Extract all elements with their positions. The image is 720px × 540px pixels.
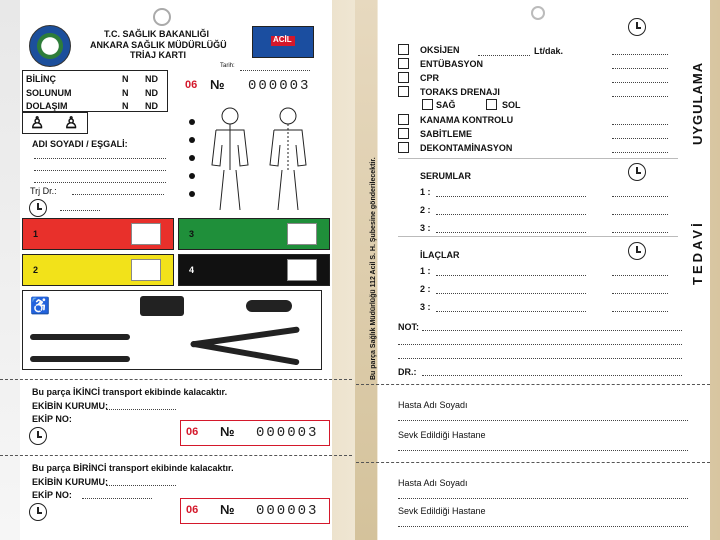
dr-label: DR.: [398, 367, 417, 377]
list-number: 3 : [420, 302, 431, 312]
intervention-label: ENTÜBASYON [420, 59, 484, 69]
solunum-n: N [122, 88, 129, 98]
hole-punch [153, 8, 171, 26]
vital-bilinc: BİLİNÇ [26, 74, 56, 84]
sol-label: SOL [502, 100, 521, 110]
ministry-title: T.C. SAĞLIK BAKANLIĞI [104, 29, 209, 39]
intervention-label: KANAMA KONTROLU [420, 115, 514, 125]
list-number: 2 : [420, 284, 431, 294]
ikinci-note: Bu parça İKİNCİ transport ekibinde kalacaktır. [32, 387, 228, 397]
serumlar-title: SERUMLAR [420, 171, 471, 181]
birinci-ekip-label: EKİP NO: [32, 490, 72, 500]
intervention-time-line [612, 54, 668, 55]
triage-block-4[interactable] [178, 254, 330, 286]
intervention-time-line [612, 96, 668, 97]
clock-icon [29, 199, 47, 217]
birinci-kurum-line [106, 485, 176, 486]
list-time-line [612, 196, 668, 197]
sevk-label-2: Sevk Edildiği Hastane [398, 506, 486, 516]
clock-icon [628, 18, 646, 36]
triage-block-1[interactable] [22, 218, 174, 250]
tear-line-2 [0, 455, 352, 456]
triage-doctor-line [72, 194, 164, 195]
list-line [436, 214, 586, 215]
list-number: 1 : [420, 266, 431, 276]
intervention-checkbox[interactable] [398, 128, 409, 139]
ikinci-number: 000003 [256, 425, 319, 441]
tear-line-right-2 [356, 462, 710, 463]
helicopter-icon [246, 300, 292, 312]
section-line-2 [398, 236, 678, 237]
list-line [436, 275, 586, 276]
name-label: ADI SOYADI / EŞGALİ: [32, 139, 128, 149]
birinci-ekip-line [82, 498, 152, 499]
card-prefix: 06 [185, 79, 198, 91]
ikinci-prefix: 06 [186, 426, 199, 438]
date-label: Tarih: [220, 63, 235, 69]
list-line [436, 232, 586, 233]
ilaclar-title: İLAÇLAR [420, 250, 460, 260]
ikinci-number-sign: № [220, 424, 235, 439]
body-diagram [180, 100, 330, 212]
sevk-label: Sevk Edildiği Hastane [398, 430, 486, 440]
triage-label: 4 [189, 265, 195, 275]
triage-label: 3 [189, 229, 195, 239]
card-number: 000003 [248, 78, 311, 94]
triage-checkbox[interactable] [131, 259, 161, 281]
birinci-kurum-label: EKİBİN KURUMU: [32, 477, 108, 487]
acil-text: ACİL [273, 35, 292, 44]
intervention-time-line [612, 68, 668, 69]
tedavi-label: TEDAVİ [690, 220, 705, 285]
triage-block-3[interactable] [22, 254, 174, 286]
left-edge-strip [0, 0, 20, 540]
intervention-time-line [612, 138, 668, 139]
female-icon: ♙ [64, 115, 79, 132]
list-number: 2 : [420, 205, 431, 215]
not-label: NOT: [398, 322, 419, 332]
list-number: 1 : [420, 187, 431, 197]
triage-checkbox[interactable] [287, 223, 317, 245]
triage-card-left [20, 0, 332, 540]
directorate-title: ANKARA SAĞLIK MÜDÜRLÜĞÜ [90, 40, 227, 50]
oksijen-line [478, 55, 530, 56]
acil-logo [252, 26, 314, 58]
intervention-checkbox[interactable] [398, 114, 409, 125]
birinci-number-sign: № [220, 502, 235, 517]
oksijen-unit: Lt/dak. [534, 46, 564, 56]
sevk-line-2 [398, 526, 688, 527]
ikinci-kurum-line [106, 409, 176, 410]
list-time-line [612, 275, 668, 276]
list-line [436, 293, 586, 294]
hole-punch [531, 6, 545, 20]
list-time-line [612, 311, 668, 312]
list-number: 3 : [420, 223, 431, 233]
triage-block-2[interactable] [178, 218, 330, 250]
birinci-note: Bu parça BİRİNCİ transport ekibinde kalacaktır. [32, 463, 234, 473]
dr-line [422, 375, 682, 376]
birinci-number: 000003 [256, 503, 319, 519]
not-line-3 [398, 358, 682, 359]
birinci-prefix: 06 [186, 504, 199, 516]
sag-label: SAĞ [436, 100, 456, 110]
intervention-time-line [612, 152, 668, 153]
ministry-logo [29, 25, 71, 67]
intervention-label: TORAKS DRENAJI [420, 87, 500, 97]
intervention-time-line [612, 124, 668, 125]
sevk-line [398, 450, 688, 451]
intervention-label: DEKONTAMİNASYON [420, 143, 513, 153]
triage-checkbox[interactable] [131, 223, 161, 245]
not-line-2 [398, 344, 682, 345]
hasta-adi-label-2: Hasta Adı Soyadı [398, 478, 468, 488]
vital-solunum: SOLUNUM [26, 88, 72, 98]
intervention-label: OKSİJEN [420, 45, 460, 55]
vital-dolasim: DOLAŞIM [26, 101, 68, 111]
section-line-1 [398, 158, 678, 159]
lying-patient-1 [30, 334, 130, 340]
clock-icon [29, 427, 47, 445]
list-time-line [612, 214, 668, 215]
date-line [240, 70, 310, 71]
list-line [436, 311, 586, 312]
tear-line-right [356, 384, 710, 385]
ikinci-ekip-label: EKİP NO: [32, 414, 72, 424]
tear-line-1 [0, 379, 352, 380]
hasta-adi-label: Hasta Adı Soyadı [398, 400, 468, 410]
triage-card-right [370, 0, 710, 540]
ikinci-kurum-label: EKİBİN KURUMU: [32, 401, 108, 411]
hasta-adi-line-2 [398, 498, 688, 499]
name-line-1 [34, 158, 166, 159]
card-title: TRİAJ KARTI [130, 50, 186, 60]
intervention-checkbox[interactable] [398, 58, 409, 69]
intervention-checkbox[interactable] [398, 44, 409, 55]
bilinc-n: N [122, 74, 129, 84]
male-icon: ♙ [30, 115, 45, 132]
clock-icon [29, 503, 47, 521]
dolasim-nd: ND [145, 101, 158, 111]
intervention-time-line [612, 82, 668, 83]
clock-icon [628, 163, 646, 181]
lying-patient-3 [30, 356, 130, 362]
uygulama-label: UYGULAMA [690, 61, 705, 145]
intervention-label: CPR [420, 73, 440, 83]
intervention-label: SABİTLEME [420, 129, 473, 139]
sol-checkbox[interactable] [486, 99, 497, 110]
name-line-3 [34, 182, 166, 183]
hasta-adi-line [398, 420, 688, 421]
clock-icon [628, 242, 646, 260]
intervention-checkbox[interactable] [398, 72, 409, 83]
intervention-checkbox[interactable] [398, 142, 409, 153]
not-line-1 [422, 330, 682, 331]
time-line [60, 210, 100, 211]
intervention-checkbox[interactable] [398, 86, 409, 97]
sag-checkbox[interactable] [422, 99, 433, 110]
triage-label: 2 [33, 265, 39, 275]
number-sign: № [210, 77, 225, 92]
list-time-line [612, 293, 668, 294]
bilinc-nd: ND [145, 74, 158, 84]
name-line-2 [34, 170, 166, 171]
vertical-note: Bu parça Sağlık Müdürlüğü 112 Acil S. H. Şubesine gönderilecektir. [370, 157, 377, 380]
triage-doctor-label: Trj Dr.: [30, 186, 57, 196]
patient-icon: ♿ [30, 298, 50, 315]
dolasim-n: N [122, 101, 129, 111]
list-line [436, 196, 586, 197]
triage-label: 1 [33, 229, 39, 239]
ambulance-icon [140, 296, 184, 316]
list-time-line [612, 232, 668, 233]
solunum-nd: ND [145, 88, 158, 98]
triage-checkbox[interactable] [287, 259, 317, 281]
